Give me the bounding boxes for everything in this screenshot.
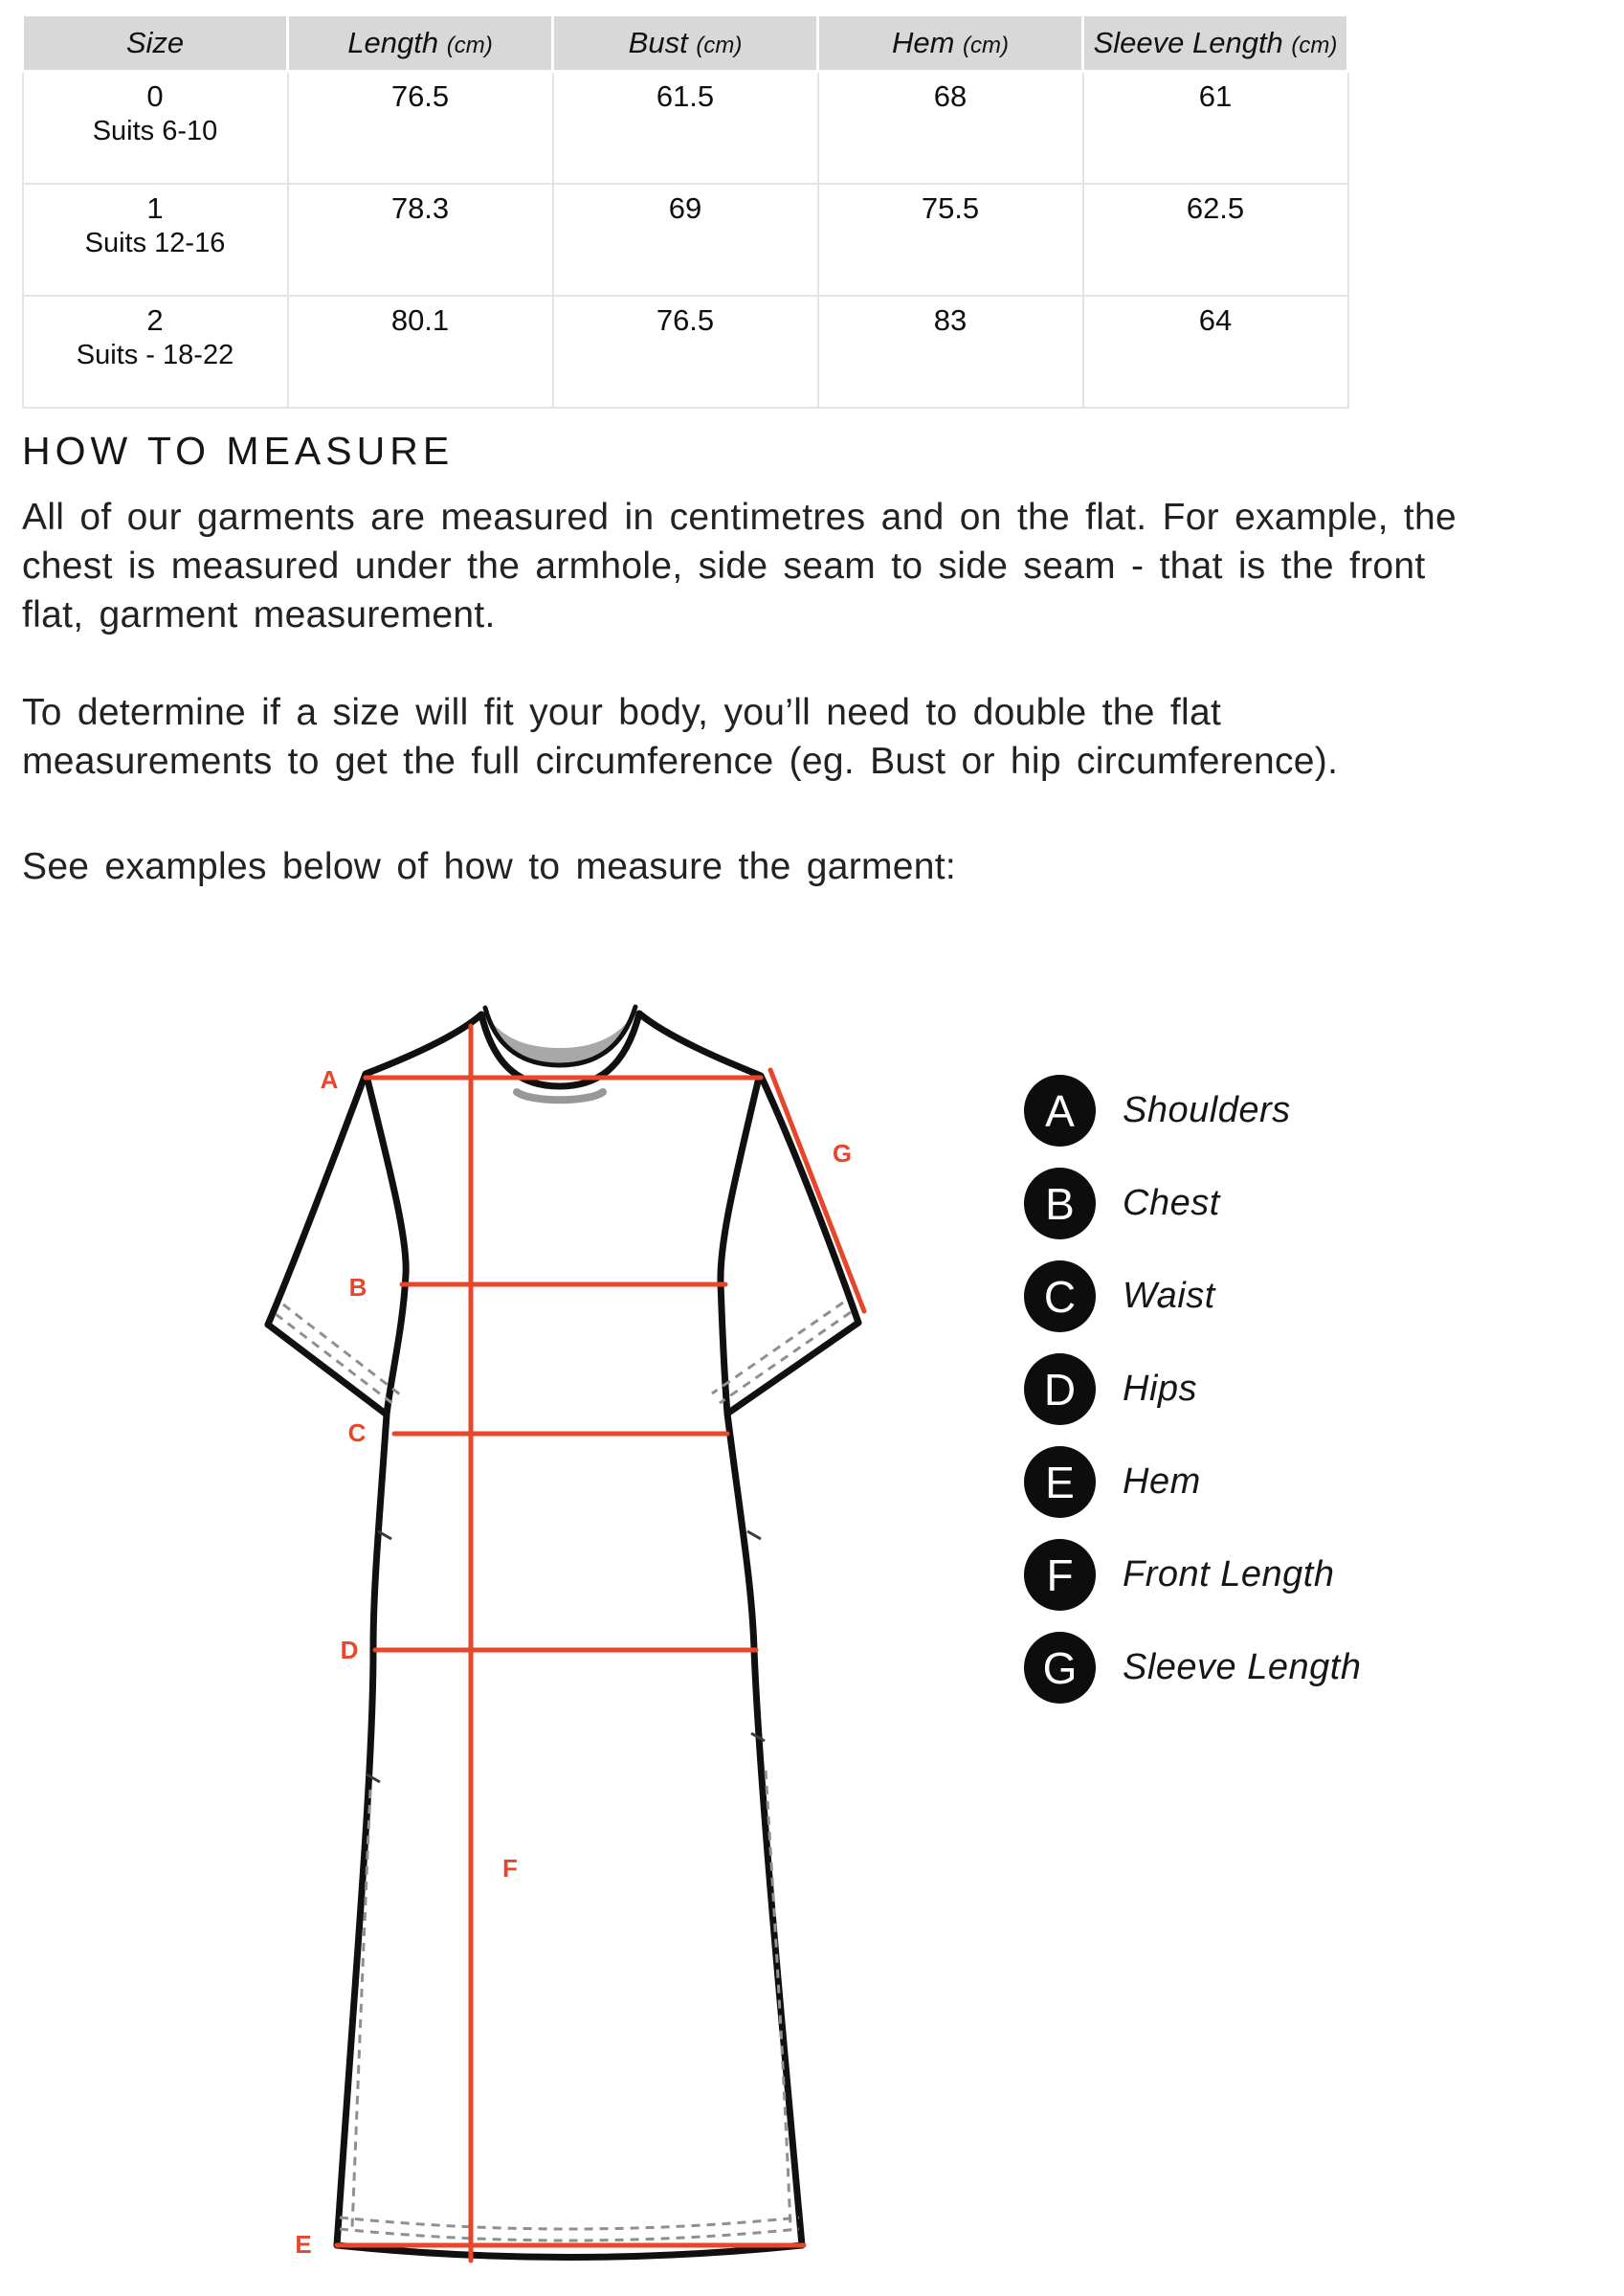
size-number: 0 xyxy=(146,79,164,113)
legend-item-sleeve-length xyxy=(1024,1621,1361,1714)
garment-measurement-diagram xyxy=(144,995,890,2278)
collar-inside-shading xyxy=(483,1010,636,1065)
marker-b-label: B xyxy=(348,1273,367,1302)
hem-value: 75.5 xyxy=(818,184,1083,296)
legend-label: Hips xyxy=(1123,1369,1198,1409)
marker-d-label: D xyxy=(340,1636,359,1664)
legend-letter-badge xyxy=(1024,1632,1096,1704)
bust-value: 61.5 xyxy=(553,72,818,185)
marker-f-label: F xyxy=(502,1854,518,1883)
table-row-size-2 xyxy=(23,296,1348,408)
sleeve-value: 61 xyxy=(1083,72,1348,185)
legend-letter-badge xyxy=(1024,1539,1096,1611)
marker-a-label: A xyxy=(320,1065,339,1094)
size-table-header-row xyxy=(23,15,1348,72)
paragraph-line: To determine if a size will fit your body, you’ll need to double the flat xyxy=(22,692,1222,733)
legend-label: Sleeve Length xyxy=(1123,1647,1362,1687)
fits-range: Suits 12-16 xyxy=(84,228,226,258)
table-row-size-0 xyxy=(23,72,1348,185)
legend-letter: D xyxy=(1043,1364,1077,1415)
legend-letter-badge xyxy=(1024,1446,1096,1518)
fits-range: Suits 6-10 xyxy=(92,116,218,146)
legend-letter: B xyxy=(1045,1178,1075,1229)
paragraph-line: chest is measured under the armhole, side seam to side seam - that is the front xyxy=(22,546,1426,587)
legend-letter: C xyxy=(1043,1271,1077,1322)
legend-letter-badge xyxy=(1024,1353,1096,1425)
table-row-size-1 xyxy=(23,184,1348,296)
legend-letter: G xyxy=(1042,1642,1078,1693)
bust-value: 69 xyxy=(553,184,818,296)
legend-item-hips xyxy=(1024,1343,1361,1436)
column-header-size: Size xyxy=(23,15,288,72)
legend-item-chest xyxy=(1024,1157,1361,1250)
column-header-sleeve-length: Sleeve Length (cm) xyxy=(1083,15,1348,72)
legend-label: Hem xyxy=(1123,1461,1201,1502)
legend-letter: E xyxy=(1045,1457,1075,1507)
measure-paragraph-1 xyxy=(22,493,1457,639)
legend-letter: F xyxy=(1046,1549,1074,1600)
size-cell xyxy=(23,184,288,296)
length-value: 76.5 xyxy=(288,72,553,185)
legend-item-front-length xyxy=(1024,1528,1361,1621)
fits-range: Suits - 18-22 xyxy=(76,340,234,370)
column-header-hem: Hem (cm) xyxy=(818,15,1083,72)
hem-value: 83 xyxy=(818,296,1083,408)
column-header-length: Length (cm) xyxy=(288,15,553,72)
legend-label: Shoulders xyxy=(1123,1090,1291,1130)
legend-letter-badge xyxy=(1024,1075,1096,1147)
marker-g-label: G xyxy=(832,1139,853,1168)
legend-letter: A xyxy=(1045,1085,1075,1136)
size-cell xyxy=(23,296,288,408)
size-number: 2 xyxy=(146,303,164,337)
legend-item-hem xyxy=(1024,1436,1361,1528)
length-value: 78.3 xyxy=(288,184,553,296)
size-cell xyxy=(23,72,288,185)
paragraph-line: See examples below of how to measure the garment: xyxy=(22,846,957,887)
column-header-bust: Bust (cm) xyxy=(553,15,818,72)
size-table xyxy=(21,13,1349,409)
paragraph-line: measurements to get the full circumference (eg. Bust or hip circumference). xyxy=(22,741,1339,782)
marker-e-label: E xyxy=(295,2230,312,2259)
measurement-legend xyxy=(1024,1064,1361,1714)
length-value: 80.1 xyxy=(288,296,553,408)
legend-letter-badge xyxy=(1024,1168,1096,1239)
size-number: 1 xyxy=(146,191,164,225)
legend-label: Waist xyxy=(1123,1276,1215,1316)
bust-value: 76.5 xyxy=(553,296,818,408)
paragraph-line: All of our garments are measured in centimetres and on the flat. For example, the xyxy=(22,497,1457,538)
measure-paragraph-2 xyxy=(22,688,1338,786)
legend-label: Front Length xyxy=(1123,1554,1335,1594)
hem-value: 68 xyxy=(818,72,1083,185)
legend-item-waist xyxy=(1024,1250,1361,1343)
seam-notch xyxy=(747,1531,761,1539)
legend-label: Chest xyxy=(1123,1183,1220,1223)
sleeve-value: 64 xyxy=(1083,296,1348,408)
paragraph-line: flat, garment measurement. xyxy=(22,594,496,635)
sleeve-value: 62.5 xyxy=(1083,184,1348,296)
marker-c-label: C xyxy=(347,1418,367,1447)
legend-letter-badge xyxy=(1024,1260,1096,1332)
measure-paragraph-3 xyxy=(22,842,956,891)
section-heading: HOW TO MEASURE xyxy=(22,429,455,473)
legend-item-shoulders xyxy=(1024,1064,1361,1157)
